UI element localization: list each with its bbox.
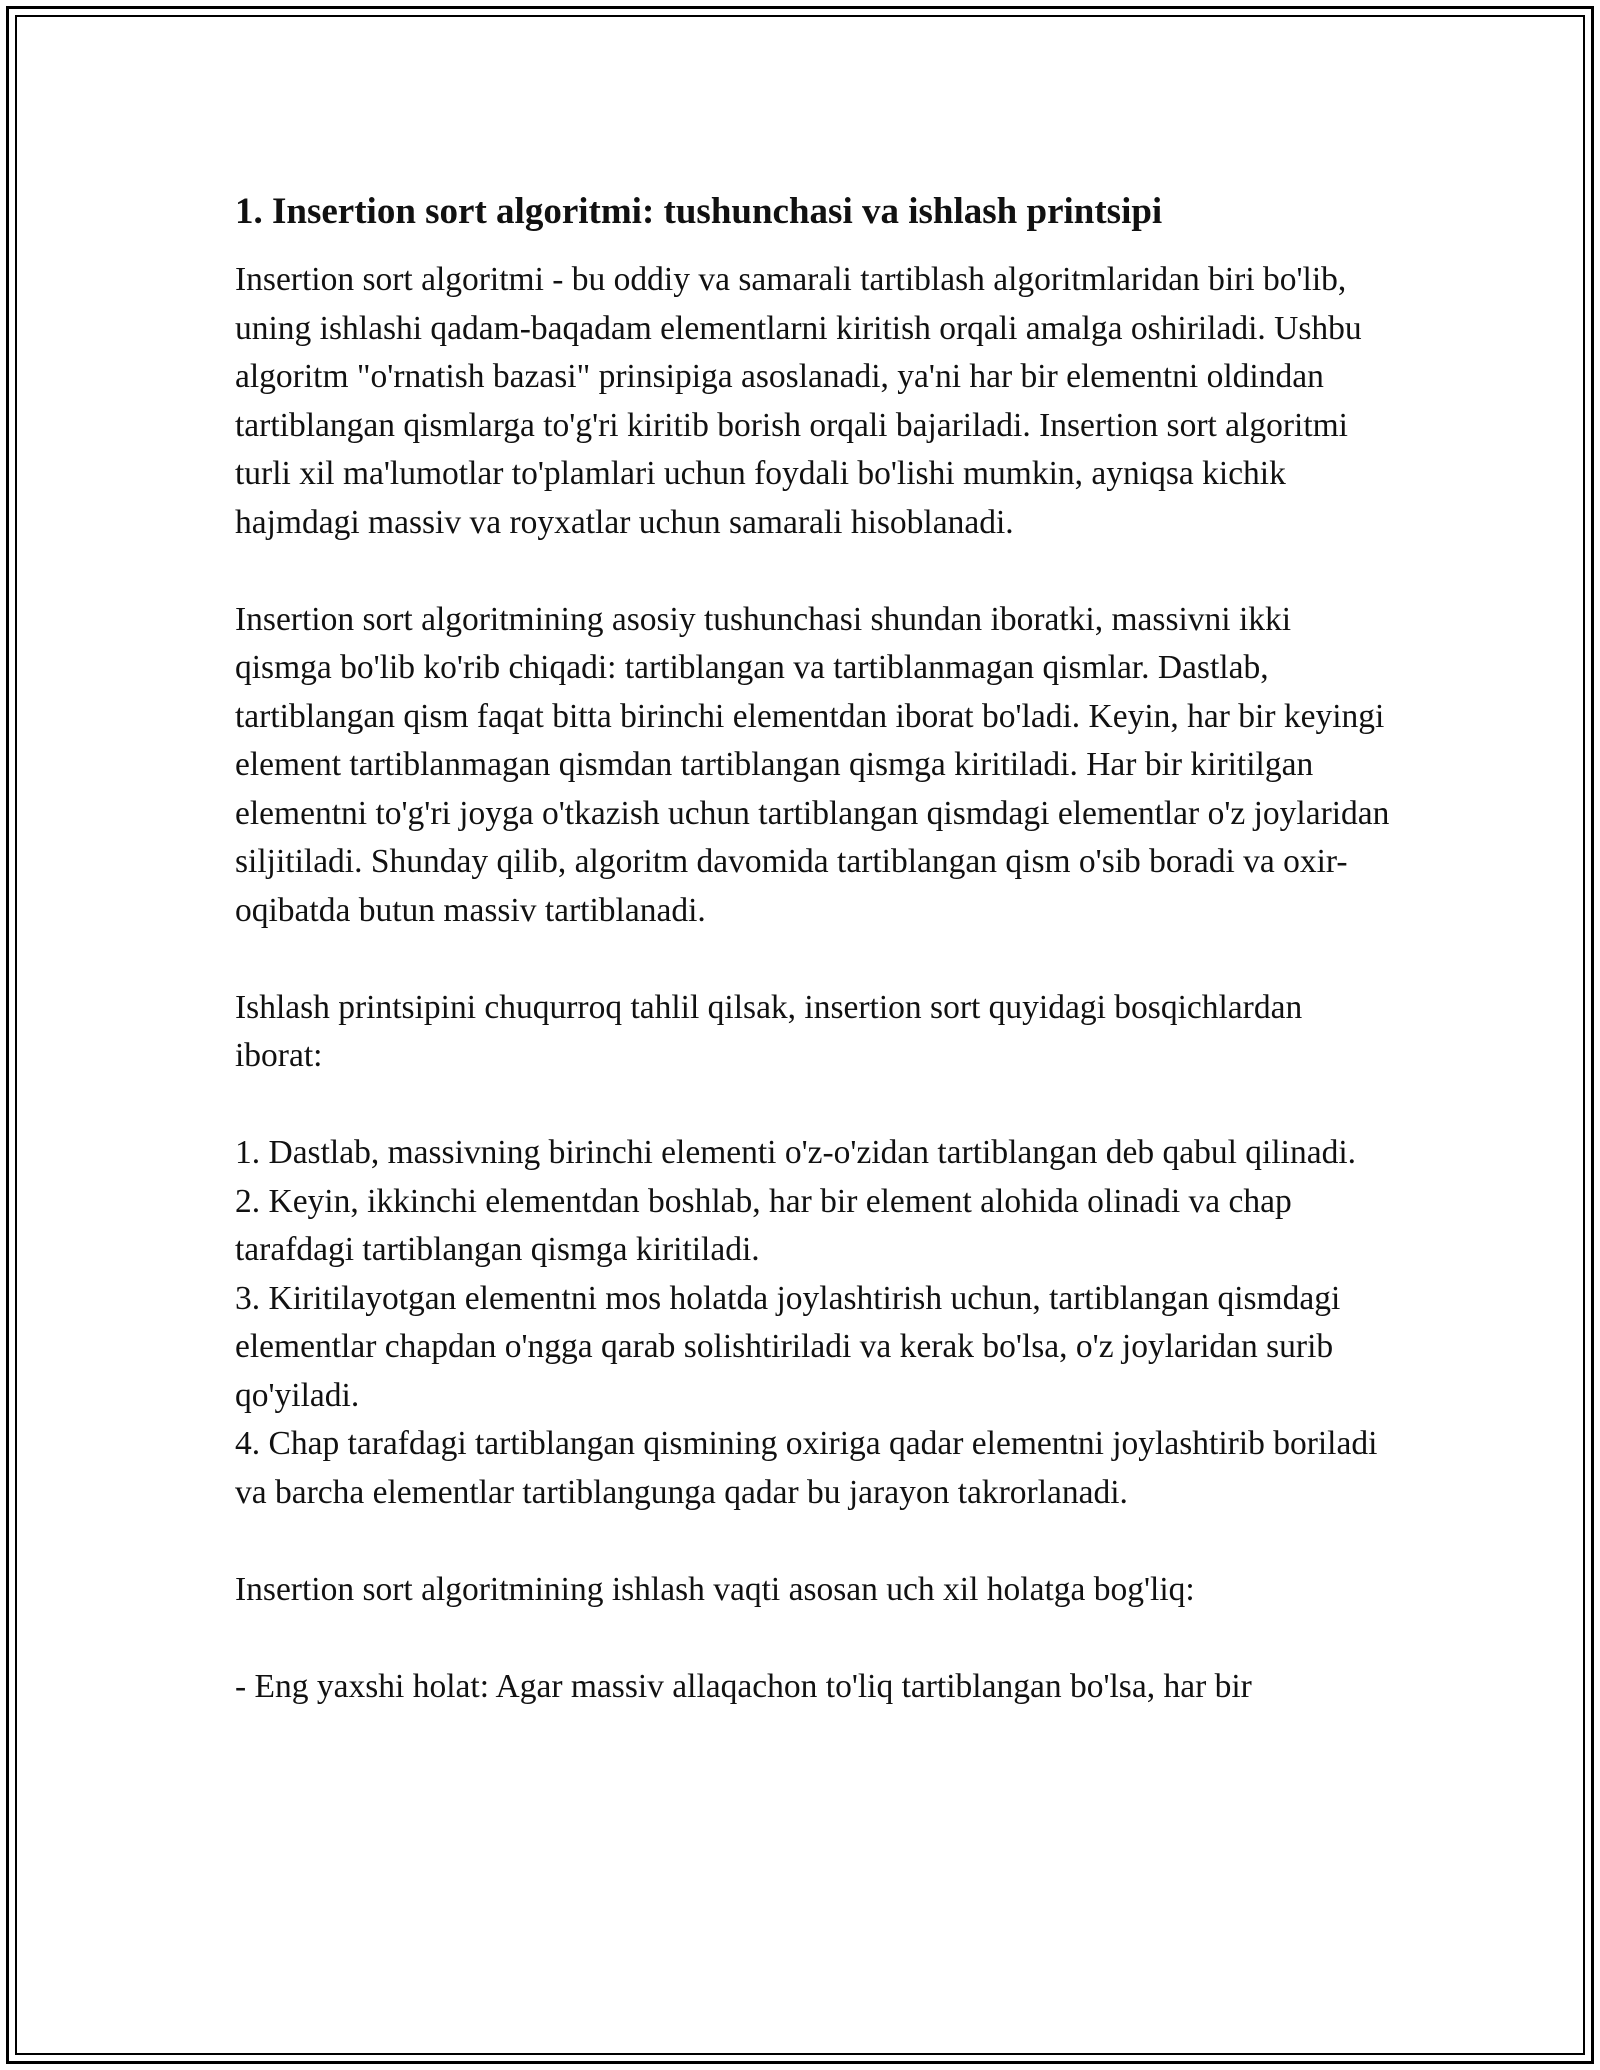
paragraph-intro: Insertion sort algoritmi - bu oddiy va samarali tartiblash algoritmlaridan biri bo'lib, uning ishlashi qadam-baqadam elementlarni kiritish orqali amalga oshiriladi. Ushbu algoritm "o'rnatish bazasi" prinsipiga asoslanadi, ya'ni har bir elementni oldindan tartiblangan qismlarga to'g'ri kiritib borish orqali bajariladi. Insertion sort algoritmi turli xil ma'lumotlar to'plamlari uchun foydali bo'lishi mumkin, ayniqsa kichik hajmdagi massiv va royxatlar uchun samarali hisoblanadi. [235, 261, 1362, 541]
paragraph-concept: Insertion sort algoritmining asosiy tushunchasi shundan iboratki, massivni ikki qismga bo'lib ko'rib chiqadi: tartiblangan va tartiblanmagan qismlar. Dastlab, tartiblangan qism faqat bitta birinchi elementdan iborat bo'ladi. Keyin, har bir keyingi element tartiblanmagan qismdan tartiblangan qismga kiritiladi. Har bir kiritilgan elementni to'g'ri joyga o'tkazish uchun tartiblangan qismdagi elementlar o'z joylaridan siljitiladi. Shunday qilib, algoritm davomida tartiblangan qism o'sib boradi va oxir-oqibatda butun massiv tartiblanadi. [235, 600, 1390, 929]
step-item: 1. Dastlab, massivning birinchi elementi o'z-o'zidan tartiblangan deb qabul qilinadi. [235, 1134, 1357, 1171]
paragraph-complexity-intro: Insertion sort algoritmining ishlash vaqti asosan uch xil holatga bog'liq: [235, 1570, 1195, 1608]
section-heading: 1. Insertion sort algoritmi: tushunchasi va ishlash printsipi [235, 191, 1163, 232]
step-item: 4. Chap tarafdagi tartiblangan qismining oxiriga qadar elementni joylashtirib boriladi va barcha elementlar tartiblangunga qadar bu jarayon takrorlanadi. [235, 1425, 1378, 1511]
document-body [235, 186, 1395, 1760]
paragraph-steps-intro: Ishlash printsipini chuqurroq tahlil qilsak, insertion sort quyidagi bosqichlardan iborat: [235, 988, 1303, 1074]
step-item: 2. Keyin, ikkinchi elementdan boshlab, har bir element alohida olinadi va chap tarafdagi tartiblangan qismga kiritiladi. [235, 1182, 1292, 1268]
paragraph-best-case: - Eng yaxshi holat: Agar massiv allaqachon to'liq tartiblangan bo'lsa, har bir [235, 1667, 1252, 1705]
steps-list [235, 1129, 1395, 1517]
step-item: 3. Kiritilayotgan elementni mos holatda joylashtirish uchun, tartiblangan qismdagi elementlar chapdan o'ngga qarab solishtiriladi va kerak bo'lsa, o'z joylaridan surib qo'yiladi. [235, 1279, 1341, 1414]
